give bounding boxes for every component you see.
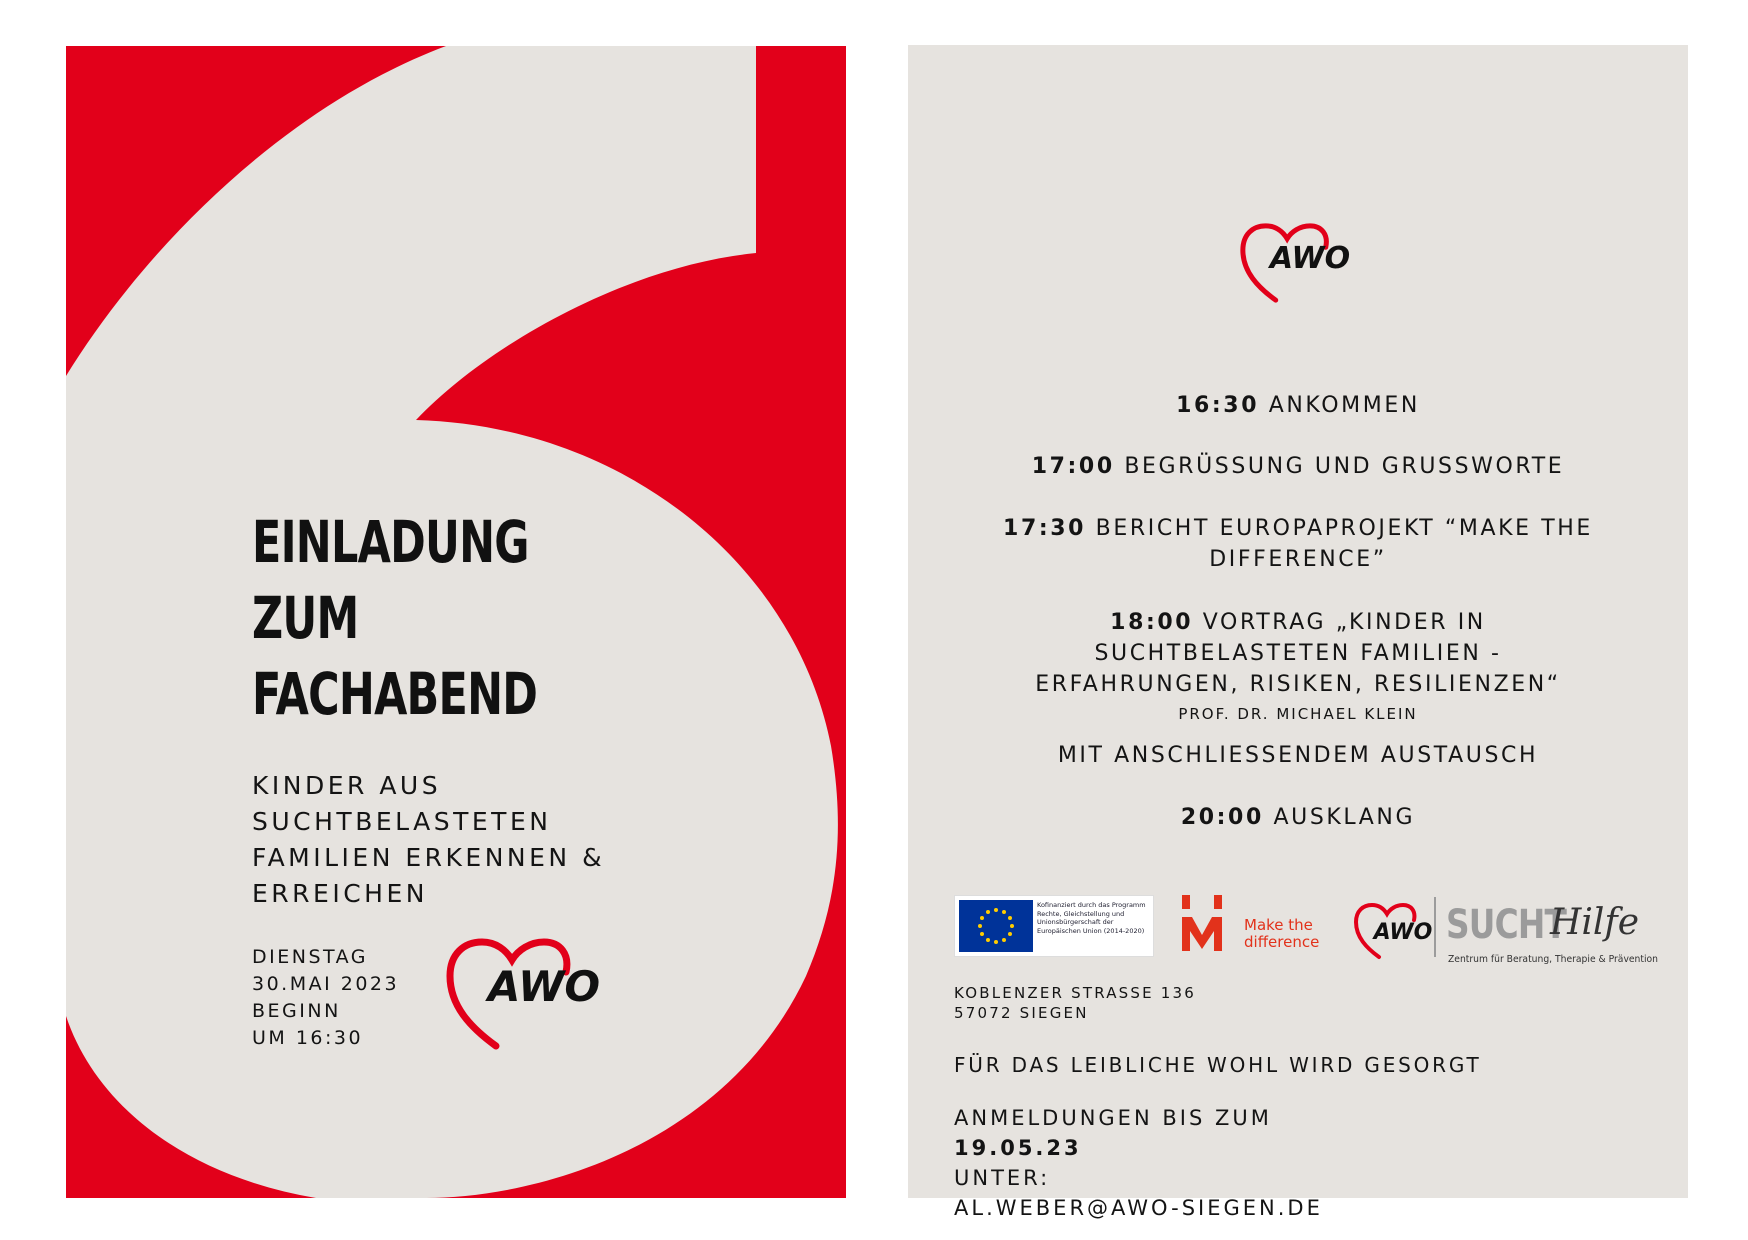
awo-logo <box>1240 223 1351 303</box>
make-the-difference-text: Make the difference <box>1244 916 1320 951</box>
program-item: 16:30 ANKOMMEN <box>1176 393 1420 418</box>
program-item: 17:00 BEGRÜSSUNG UND GRUSSWORTE <box>1031 454 1565 479</box>
suchthilfe-logo-script: Hilfe <box>1550 902 1640 943</box>
program-item: MIT ANSCHLIESSENDEM AUSTAUSCH <box>1057 743 1539 768</box>
event-title <box>252 504 537 732</box>
date-line: BEGINN <box>252 1000 341 1022</box>
suchthilfe-logo-text: SUCHT <box>1446 902 1567 948</box>
event-date <box>252 944 472 1052</box>
speaker-name: PROF. DR. MICHAEL KLEIN <box>1178 705 1418 723</box>
event-subtitle: KINDER AUS SUCHTBELASTETEN FAMILIEN ERKENNEN & ERREICHEN <box>252 771 606 908</box>
date-line: 30.MAI 2023 <box>252 973 400 995</box>
program-item: 17:30 BERICHT EUROPAPROJEKT “MAKE THE DIFFERENCE” <box>1003 516 1593 572</box>
svg-text:AWO: AWO <box>1373 920 1433 945</box>
date-line: UM 16:30 <box>252 1027 364 1049</box>
invitation-back <box>908 45 1688 1220</box>
logo-separator <box>1434 897 1436 957</box>
awo-logo-text: AWO <box>487 962 601 1011</box>
title-line: EINLADUNG <box>252 508 529 576</box>
invitation-front <box>66 46 846 1198</box>
venue-address: KOBLENZER STRASSE 136 57072 SIEGEN <box>954 984 1196 1022</box>
title-line: ZUM <box>252 584 359 652</box>
date-line: DIENSTAG <box>252 946 369 968</box>
eu-funding-text: Kofinanziert durch das Programm Rechte, Gleichstellung und Unionsbürgerschaft der Europäischen Union (2014-2020) <box>1037 901 1146 935</box>
title-line: FACHABEND <box>252 660 538 728</box>
program-item: 18:00 VORTRAG „KINDER IN SUCHTBELASTETEN FAMILIEN - ERFAHRUNGEN, RISIKEN, RESILIENZEN“ <box>1035 610 1561 697</box>
eu-flag-icon <box>959 900 1033 952</box>
awo-logo <box>446 938 601 1050</box>
catering-note: FÜR DAS LEIBLICHE WOHL WIRD GESORGT <box>954 1053 1482 1077</box>
eu-funding-logo <box>954 895 1154 957</box>
program-item: 20:00 AUSKLANG <box>1180 805 1416 830</box>
registration-email[interactable]: AL.WEBER@AWO-SIEGEN.DE <box>954 1196 1323 1220</box>
suchthilfe-tagline: Zentrum für Beratung, Therapie & Prävention <box>1448 954 1659 965</box>
registration-info: ANMELDUNGEN BIS ZUM 19.05.23 UNTER: AL.WEBER@AWO-SIEGEN.DE <box>954 1103 1323 1223</box>
make-the-difference-icon <box>1180 893 1224 955</box>
svg-text:AWO: AWO <box>1269 241 1351 276</box>
awo-small-logo <box>1346 903 1432 959</box>
